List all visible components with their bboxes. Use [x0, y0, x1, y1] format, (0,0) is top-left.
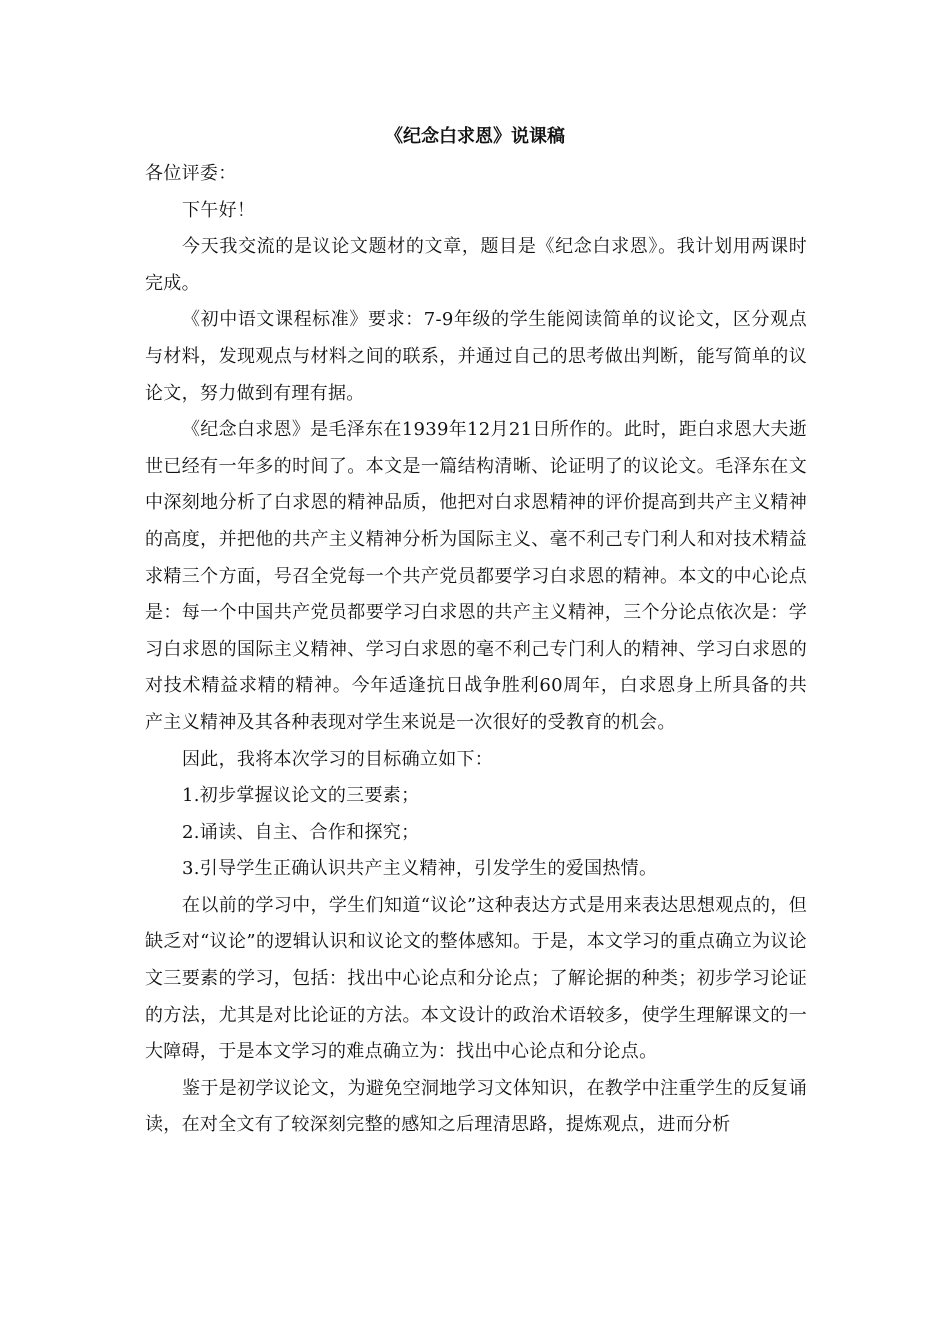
document-title: 《纪念白求恩》说课稿 [385, 126, 565, 147]
greeting: 下午好！ [182, 199, 256, 221]
goal-item-1: 1.初步掌握议论文的三要素； [182, 785, 420, 807]
paragraph-method: 鉴于是初学议论文，为避免空洞地学习文体知识，在教学中注重学生的反复诵读，在对全文有了较深刻完整的感知之后理清思路，提炼观点，进而分析 [145, 1077, 807, 1136]
goal-item-2: 2.诵读、自主、合作和探究； [182, 821, 420, 843]
salutation: 各位评委： [145, 163, 237, 184]
paragraph-intro: 今天我交流的是议论文题材的文章，题目是《纪念白求恩》。我计划用两课时完成。 [145, 236, 807, 294]
paragraph-standard: 《初中语文课程标准》要求：7-9年级的学生能阅读简单的议论文，区分观点与材料，发现观点与材料之间的联系，并通过自己的思考做出判断，能写简单的议论文，努力做到有理有据。 [145, 309, 807, 404]
paragraph-background: 《纪念白求恩》是毛泽东在1939年12月21日所作的。此时，距白求恩大夫逝世已经有一年多的时间了。本文是一篇结构清晰、论证明了的议论文。毛泽东在文中深刻地分析了白求恩的精神品质，他把对白求恩精神的评价提高到共产主义精神的高度，并把他的共产主义精神分析为国际主义、毫不利己专门利人和对技术精益求精三个方面，号召全党每一个共产党员都要学习白求恩的精神。本文的中心论点是：每一个中国共产党员都要学习白求恩的共产主义精神，三个分论点依次是：学习白求恩的国际主义精神、学习白求恩的毫不利己专门利人的精神、学习白求恩的对技术精益求精的精神。今年适逢抗日战争胜利60周年，白求恩身上所具备的共产主义精神及其各种表现对学生来说是一次很好的受教育的机会。 [145, 419, 807, 733]
paragraph-key-points: 在以前的学习中，学生们知道“议论”这种表达方式是用来表达思想观点的，但缺乏对“议论”的逻辑认识和议论文的整体感知。于是，本文学习的重点确立为议论文三要素的学习，包括：找出中心论点和分论点；了解论据的种类；初步学习论证的方法，尤其是对比论证的方法。本文设计的政治术语较多，使学生理解课文的一大障碍，于是本文学习的难点确立为：找出中心论点和分论点。 [145, 894, 807, 1063]
goal-item-3: 3.引导学生正确认识共产主义精神，引发学生的爱国热情。 [182, 858, 658, 880]
paragraph-goals-intro: 因此，我将本次学习的目标确立如下： [182, 748, 494, 770]
document-body [145, 156, 807, 1144]
